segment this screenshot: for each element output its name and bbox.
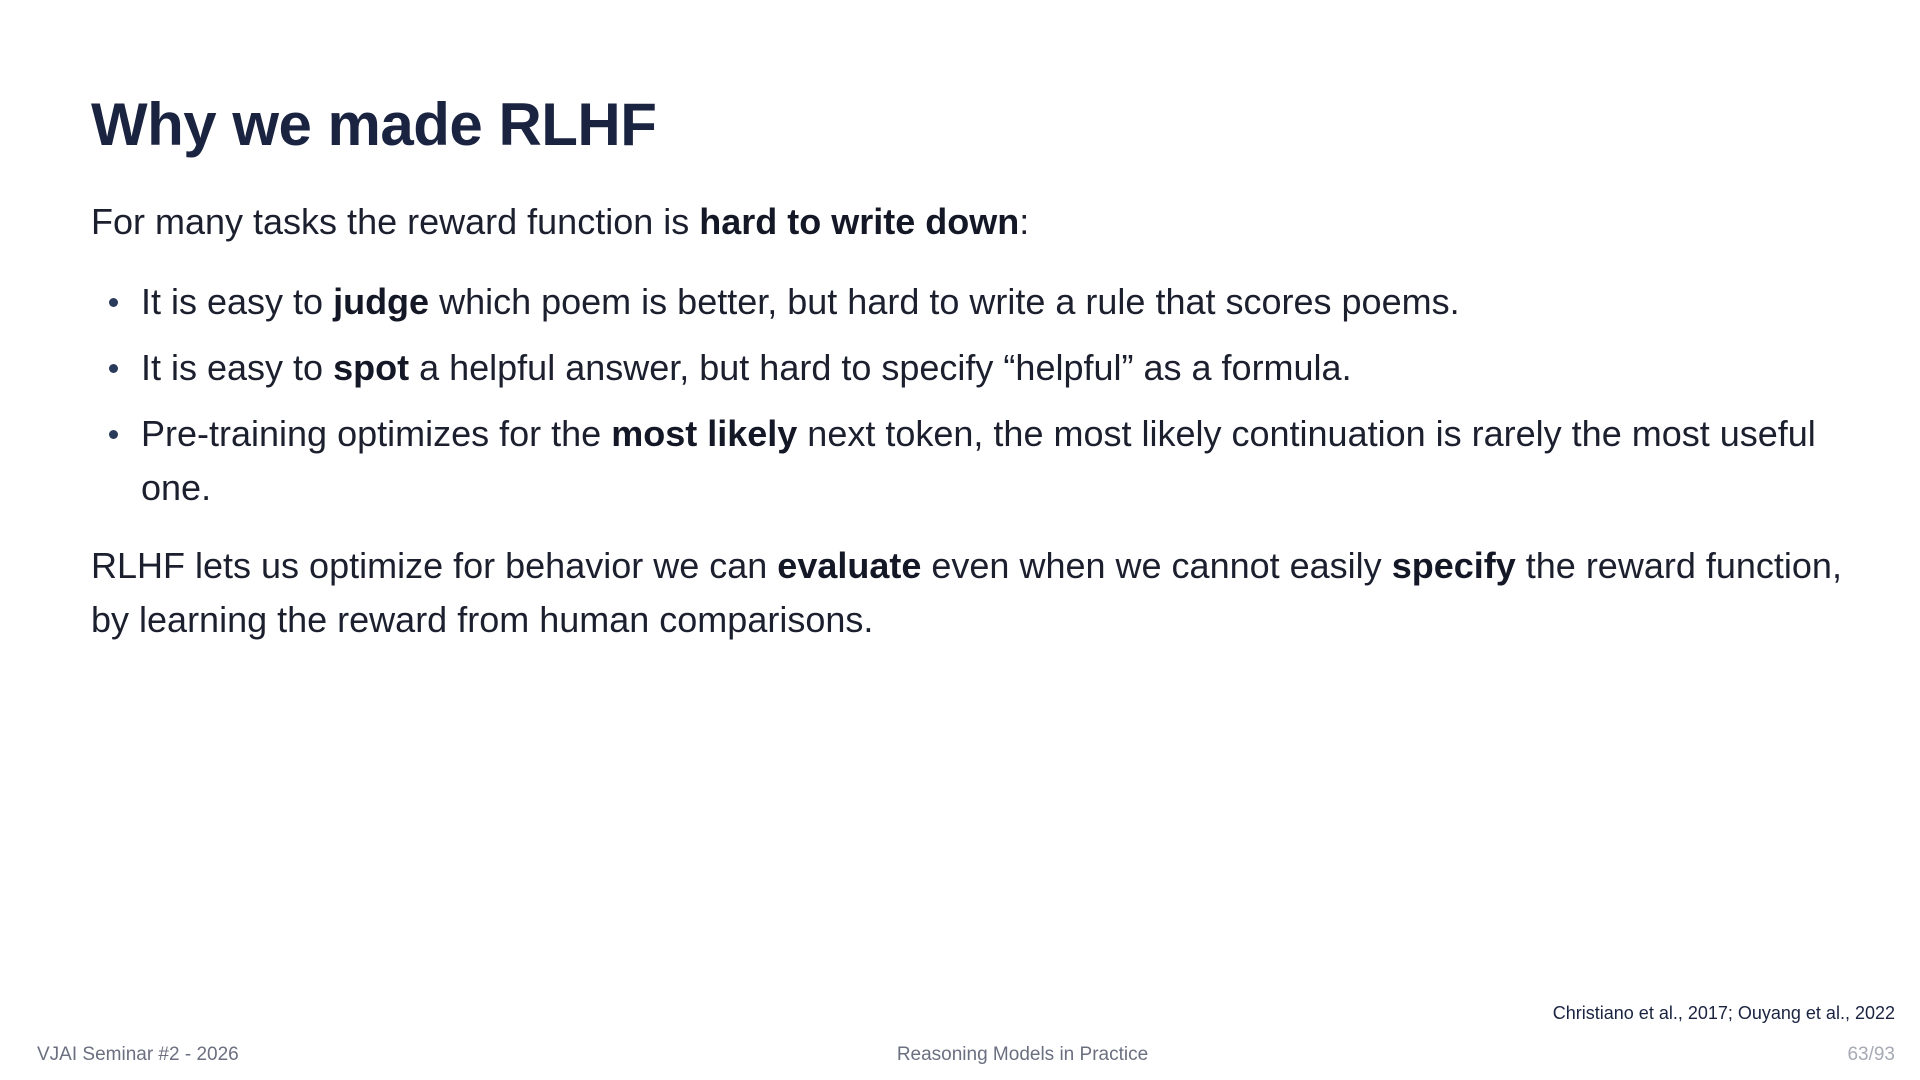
intro-paragraph xyxy=(91,195,1851,249)
slide-title: Why we made RLHF xyxy=(91,91,657,158)
conclusion-paragraph xyxy=(91,539,1851,647)
conclusion-text-end: the reward function, by learning the reward from human comparisons. xyxy=(91,545,1842,640)
intro-text: For many tasks the reward function is xyxy=(91,201,700,242)
bullet-dot-icon xyxy=(109,364,118,373)
page-number: 63/93 xyxy=(1847,1044,1895,1065)
bullet-text-end: a helpful answer, but hard to specify “helpful” as a formula. xyxy=(409,347,1352,388)
bullet-dot-icon xyxy=(109,430,118,439)
footer-event: VJAI Seminar #2 - 2026 xyxy=(37,1044,239,1065)
slide-content xyxy=(91,195,1851,647)
bullet-dot-icon xyxy=(109,298,118,307)
bullet-emphasis: most likely xyxy=(611,413,798,454)
slide-footer xyxy=(0,1044,1920,1068)
bullet-text: It is easy to xyxy=(141,347,334,388)
bullet-item xyxy=(91,341,1851,395)
bullet-item xyxy=(91,407,1851,515)
intro-text-end: : xyxy=(1019,201,1030,242)
bullet-item xyxy=(91,275,1851,329)
conclusion-emphasis-evaluate: evaluate xyxy=(777,545,922,586)
bullet-text-end: which poem is better, but hard to write a rule that scores poems. xyxy=(429,281,1460,322)
conclusion-text-middle: even when we cannot easily xyxy=(921,545,1392,586)
conclusion-text: RLHF lets us optimize for behavior we can xyxy=(91,545,778,586)
bullet-text-end: next token, the most likely continuation is rarely the most useful one. xyxy=(141,413,1816,508)
bullet-text: Pre-training optimizes for the xyxy=(141,413,612,454)
intro-emphasis: hard to write down xyxy=(699,201,1020,242)
citation: Christiano et al., 2017; Ouyang et al., 2022 xyxy=(1552,1003,1895,1023)
bullet-text: It is easy to xyxy=(141,281,334,322)
bullet-emphasis: judge xyxy=(333,281,430,322)
footer-talk-title: Reasoning Models in Practice xyxy=(896,1044,1149,1065)
conclusion-emphasis-specify: specify xyxy=(1391,545,1516,586)
bullet-emphasis: spot xyxy=(333,347,410,388)
bullet-list xyxy=(91,275,1851,515)
